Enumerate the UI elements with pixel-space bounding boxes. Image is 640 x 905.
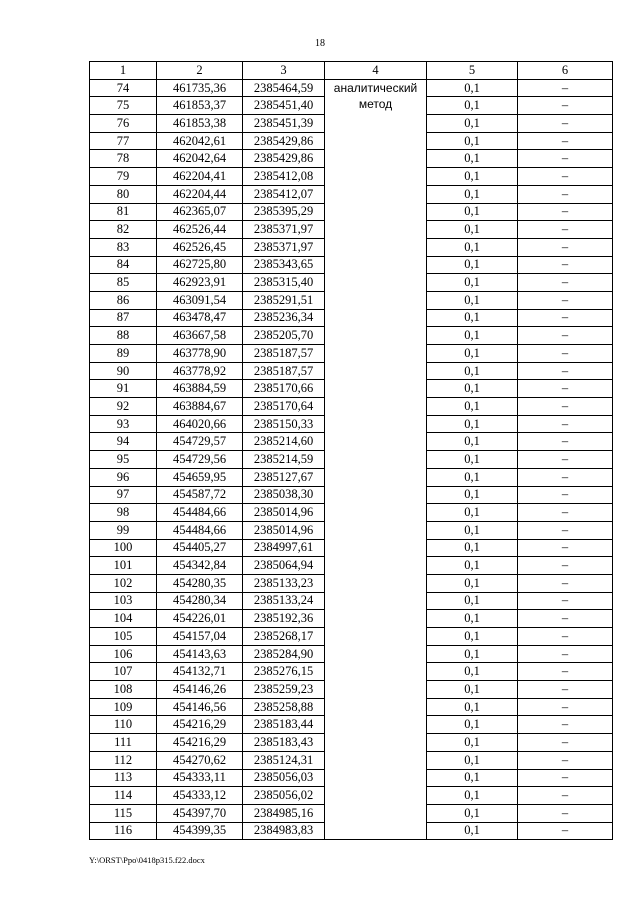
point-number-cell: 75: [90, 97, 157, 115]
point-number-cell: 91: [90, 380, 157, 398]
y-coordinate-cell: 2385056,03: [243, 769, 325, 787]
point-number-cell: 92: [90, 398, 157, 416]
note-cell: –: [518, 804, 613, 822]
accuracy-cell: 0,1: [427, 521, 518, 539]
accuracy-cell: 0,1: [427, 132, 518, 150]
accuracy-cell: 0,1: [427, 203, 518, 221]
coordinates-table: [89, 61, 613, 840]
x-coordinate-cell: 462042,64: [157, 150, 243, 168]
page-number: 18: [315, 38, 325, 49]
note-cell: –: [518, 327, 613, 345]
x-coordinate-cell: 454342,84: [157, 557, 243, 575]
point-number-cell: 94: [90, 433, 157, 451]
accuracy-cell: 0,1: [427, 291, 518, 309]
y-coordinate-cell: 2385214,59: [243, 451, 325, 469]
point-number-cell: 115: [90, 804, 157, 822]
x-coordinate-cell: 462725,80: [157, 256, 243, 274]
header-col-1: 1: [90, 62, 157, 80]
accuracy-cell: 0,1: [427, 574, 518, 592]
note-cell: –: [518, 203, 613, 221]
point-number-cell: 84: [90, 256, 157, 274]
y-coordinate-cell: 2385395,29: [243, 203, 325, 221]
accuracy-cell: 0,1: [427, 557, 518, 575]
note-cell: –: [518, 97, 613, 115]
y-coordinate-cell: 2385038,30: [243, 486, 325, 504]
header-col-4: 4: [325, 62, 427, 80]
accuracy-cell: 0,1: [427, 769, 518, 787]
accuracy-cell: 0,1: [427, 238, 518, 256]
y-coordinate-cell: 2385064,94: [243, 557, 325, 575]
x-coordinate-cell: 454659,95: [157, 468, 243, 486]
y-coordinate-cell: 2385276,15: [243, 663, 325, 681]
note-cell: –: [518, 291, 613, 309]
y-coordinate-cell: 2385170,64: [243, 398, 325, 416]
note-cell: –: [518, 468, 613, 486]
method-line: метод: [358, 96, 393, 111]
y-coordinate-cell: 2385124,31: [243, 751, 325, 769]
accuracy-cell: 0,1: [427, 539, 518, 557]
point-number-cell: 108: [90, 681, 157, 699]
point-number-cell: 96: [90, 468, 157, 486]
point-number-cell: 114: [90, 787, 157, 805]
x-coordinate-cell: 454729,56: [157, 451, 243, 469]
accuracy-cell: 0,1: [427, 716, 518, 734]
accuracy-cell: 0,1: [427, 468, 518, 486]
y-coordinate-cell: 2385183,43: [243, 734, 325, 752]
x-coordinate-cell: 462526,44: [157, 221, 243, 239]
y-coordinate-cell: 2385150,33: [243, 415, 325, 433]
x-coordinate-cell: 461853,37: [157, 97, 243, 115]
x-coordinate-cell: 454226,01: [157, 610, 243, 628]
point-number-cell: 89: [90, 345, 157, 363]
accuracy-cell: 0,1: [427, 256, 518, 274]
method-line: аналитический: [333, 80, 418, 95]
note-cell: –: [518, 592, 613, 610]
accuracy-cell: 0,1: [427, 681, 518, 699]
y-coordinate-cell: 2385187,57: [243, 345, 325, 363]
x-coordinate-cell: 454399,35: [157, 822, 243, 840]
accuracy-cell: 0,1: [427, 274, 518, 292]
x-coordinate-cell: 462042,61: [157, 132, 243, 150]
x-coordinate-cell: 454157,04: [157, 628, 243, 646]
accuracy-cell: 0,1: [427, 663, 518, 681]
accuracy-cell: 0,1: [427, 345, 518, 363]
point-number-cell: 105: [90, 628, 157, 646]
note-cell: –: [518, 185, 613, 203]
note-cell: –: [518, 539, 613, 557]
note-cell: –: [518, 610, 613, 628]
point-number-cell: 99: [90, 521, 157, 539]
note-cell: –: [518, 362, 613, 380]
accuracy-cell: 0,1: [427, 645, 518, 663]
y-coordinate-cell: 2385315,40: [243, 274, 325, 292]
point-number-cell: 110: [90, 716, 157, 734]
header-col-3: 3: [243, 62, 325, 80]
y-coordinate-cell: 2385284,90: [243, 645, 325, 663]
note-cell: –: [518, 451, 613, 469]
note-cell: –: [518, 504, 613, 522]
x-coordinate-cell: 454397,70: [157, 804, 243, 822]
accuracy-cell: 0,1: [427, 504, 518, 522]
accuracy-cell: 0,1: [427, 221, 518, 239]
y-coordinate-cell: 2384997,61: [243, 539, 325, 557]
x-coordinate-cell: 462365,07: [157, 203, 243, 221]
note-cell: –: [518, 486, 613, 504]
point-number-cell: 101: [90, 557, 157, 575]
point-number-cell: 113: [90, 769, 157, 787]
note-cell: –: [518, 751, 613, 769]
x-coordinate-cell: 462204,41: [157, 168, 243, 186]
note-cell: –: [518, 79, 613, 97]
x-coordinate-cell: 463667,58: [157, 327, 243, 345]
accuracy-cell: 0,1: [427, 115, 518, 133]
x-coordinate-cell: 454280,35: [157, 574, 243, 592]
accuracy-cell: 0,1: [427, 451, 518, 469]
y-coordinate-cell: 2385291,51: [243, 291, 325, 309]
accuracy-cell: 0,1: [427, 628, 518, 646]
x-coordinate-cell: 463778,92: [157, 362, 243, 380]
x-coordinate-cell: 463478,47: [157, 309, 243, 327]
point-number-cell: 77: [90, 132, 157, 150]
note-cell: –: [518, 787, 613, 805]
accuracy-cell: 0,1: [427, 433, 518, 451]
y-coordinate-cell: 2385183,44: [243, 716, 325, 734]
x-coordinate-cell: 461853,38: [157, 115, 243, 133]
header-col-2: 2: [157, 62, 243, 80]
footer-file-path: Y:\ORST\Ppo\0418p315.f22.docx: [89, 855, 205, 865]
y-coordinate-cell: 2384983,83: [243, 822, 325, 840]
note-cell: –: [518, 398, 613, 416]
note-cell: –: [518, 822, 613, 840]
point-number-cell: 90: [90, 362, 157, 380]
note-cell: –: [518, 380, 613, 398]
table-row: [90, 79, 613, 97]
accuracy-cell: 0,1: [427, 415, 518, 433]
x-coordinate-cell: 454216,29: [157, 734, 243, 752]
y-coordinate-cell: 2385187,57: [243, 362, 325, 380]
table-header-row: [90, 62, 613, 80]
x-coordinate-cell: 454146,56: [157, 698, 243, 716]
point-number-cell: 88: [90, 327, 157, 345]
point-number-cell: 82: [90, 221, 157, 239]
note-cell: –: [518, 150, 613, 168]
point-number-cell: 79: [90, 168, 157, 186]
y-coordinate-cell: 2385259,23: [243, 681, 325, 699]
y-coordinate-cell: 2385451,40: [243, 97, 325, 115]
method-cell: [325, 79, 427, 840]
accuracy-cell: 0,1: [427, 822, 518, 840]
note-cell: –: [518, 345, 613, 363]
accuracy-cell: 0,1: [427, 804, 518, 822]
x-coordinate-cell: 454132,71: [157, 663, 243, 681]
point-number-cell: 76: [90, 115, 157, 133]
note-cell: –: [518, 645, 613, 663]
y-coordinate-cell: 2385127,67: [243, 468, 325, 486]
point-number-cell: 86: [90, 291, 157, 309]
point-number-cell: 95: [90, 451, 157, 469]
note-cell: –: [518, 415, 613, 433]
note-cell: –: [518, 716, 613, 734]
note-cell: –: [518, 734, 613, 752]
note-cell: –: [518, 433, 613, 451]
y-coordinate-cell: 2385014,96: [243, 504, 325, 522]
y-coordinate-cell: 2385429,86: [243, 132, 325, 150]
accuracy-cell: 0,1: [427, 734, 518, 752]
point-number-cell: 80: [90, 185, 157, 203]
y-coordinate-cell: 2385343,65: [243, 256, 325, 274]
accuracy-cell: 0,1: [427, 150, 518, 168]
point-number-cell: 93: [90, 415, 157, 433]
y-coordinate-cell: 2385371,97: [243, 238, 325, 256]
note-cell: –: [518, 238, 613, 256]
x-coordinate-cell: 454729,57: [157, 433, 243, 451]
accuracy-cell: 0,1: [427, 97, 518, 115]
y-coordinate-cell: 2385192,36: [243, 610, 325, 628]
note-cell: –: [518, 256, 613, 274]
x-coordinate-cell: 454484,66: [157, 504, 243, 522]
note-cell: –: [518, 221, 613, 239]
accuracy-cell: 0,1: [427, 398, 518, 416]
y-coordinate-cell: 2385464,59: [243, 79, 325, 97]
y-coordinate-cell: 2385429,86: [243, 150, 325, 168]
x-coordinate-cell: 462526,45: [157, 238, 243, 256]
accuracy-cell: 0,1: [427, 787, 518, 805]
y-coordinate-cell: 2385214,60: [243, 433, 325, 451]
note-cell: –: [518, 698, 613, 716]
point-number-cell: 116: [90, 822, 157, 840]
accuracy-cell: 0,1: [427, 380, 518, 398]
note-cell: –: [518, 681, 613, 699]
accuracy-cell: 0,1: [427, 610, 518, 628]
note-cell: –: [518, 521, 613, 539]
note-cell: –: [518, 663, 613, 681]
x-coordinate-cell: 462923,91: [157, 274, 243, 292]
point-number-cell: 106: [90, 645, 157, 663]
point-number-cell: 107: [90, 663, 157, 681]
point-number-cell: 83: [90, 238, 157, 256]
y-coordinate-cell: 2385451,39: [243, 115, 325, 133]
note-cell: –: [518, 274, 613, 292]
x-coordinate-cell: 462204,44: [157, 185, 243, 203]
y-coordinate-cell: 2385205,70: [243, 327, 325, 345]
point-number-cell: 109: [90, 698, 157, 716]
accuracy-cell: 0,1: [427, 486, 518, 504]
x-coordinate-cell: 464020,66: [157, 415, 243, 433]
header-col-5: 5: [427, 62, 518, 80]
accuracy-cell: 0,1: [427, 592, 518, 610]
point-number-cell: 85: [90, 274, 157, 292]
accuracy-cell: 0,1: [427, 309, 518, 327]
y-coordinate-cell: 2385170,66: [243, 380, 325, 398]
x-coordinate-cell: 454484,66: [157, 521, 243, 539]
x-coordinate-cell: 463091,54: [157, 291, 243, 309]
accuracy-cell: 0,1: [427, 168, 518, 186]
x-coordinate-cell: 463884,59: [157, 380, 243, 398]
point-number-cell: 98: [90, 504, 157, 522]
x-coordinate-cell: 463884,67: [157, 398, 243, 416]
point-number-cell: 100: [90, 539, 157, 557]
y-coordinate-cell: 2385056,02: [243, 787, 325, 805]
x-coordinate-cell: 454216,29: [157, 716, 243, 734]
point-number-cell: 104: [90, 610, 157, 628]
note-cell: –: [518, 168, 613, 186]
point-number-cell: 78: [90, 150, 157, 168]
accuracy-cell: 0,1: [427, 698, 518, 716]
table-body: [90, 79, 613, 840]
point-number-cell: 97: [90, 486, 157, 504]
y-coordinate-cell: 2385258,88: [243, 698, 325, 716]
accuracy-cell: 0,1: [427, 185, 518, 203]
point-number-cell: 81: [90, 203, 157, 221]
note-cell: –: [518, 309, 613, 327]
y-coordinate-cell: 2385133,24: [243, 592, 325, 610]
note-cell: –: [518, 769, 613, 787]
y-coordinate-cell: 2385133,23: [243, 574, 325, 592]
y-coordinate-cell: 2385236,34: [243, 309, 325, 327]
point-number-cell: 103: [90, 592, 157, 610]
header-col-6: 6: [518, 62, 613, 80]
note-cell: –: [518, 557, 613, 575]
x-coordinate-cell: 461735,36: [157, 79, 243, 97]
point-number-cell: 111: [90, 734, 157, 752]
x-coordinate-cell: 454143,63: [157, 645, 243, 663]
y-coordinate-cell: 2384985,16: [243, 804, 325, 822]
x-coordinate-cell: 454405,27: [157, 539, 243, 557]
accuracy-cell: 0,1: [427, 79, 518, 97]
accuracy-cell: 0,1: [427, 362, 518, 380]
accuracy-cell: 0,1: [427, 751, 518, 769]
x-coordinate-cell: 454333,12: [157, 787, 243, 805]
x-coordinate-cell: 463778,90: [157, 345, 243, 363]
y-coordinate-cell: 2385412,08: [243, 168, 325, 186]
note-cell: –: [518, 132, 613, 150]
point-number-cell: 74: [90, 79, 157, 97]
y-coordinate-cell: 2385268,17: [243, 628, 325, 646]
x-coordinate-cell: 454587,72: [157, 486, 243, 504]
x-coordinate-cell: 454333,11: [157, 769, 243, 787]
x-coordinate-cell: 454280,34: [157, 592, 243, 610]
y-coordinate-cell: 2385014,96: [243, 521, 325, 539]
point-number-cell: 112: [90, 751, 157, 769]
point-number-cell: 87: [90, 309, 157, 327]
note-cell: –: [518, 574, 613, 592]
y-coordinate-cell: 2385412,07: [243, 185, 325, 203]
y-coordinate-cell: 2385371,97: [243, 221, 325, 239]
point-number-cell: 102: [90, 574, 157, 592]
note-cell: –: [518, 115, 613, 133]
x-coordinate-cell: 454270,62: [157, 751, 243, 769]
accuracy-cell: 0,1: [427, 327, 518, 345]
x-coordinate-cell: 454146,26: [157, 681, 243, 699]
note-cell: –: [518, 628, 613, 646]
